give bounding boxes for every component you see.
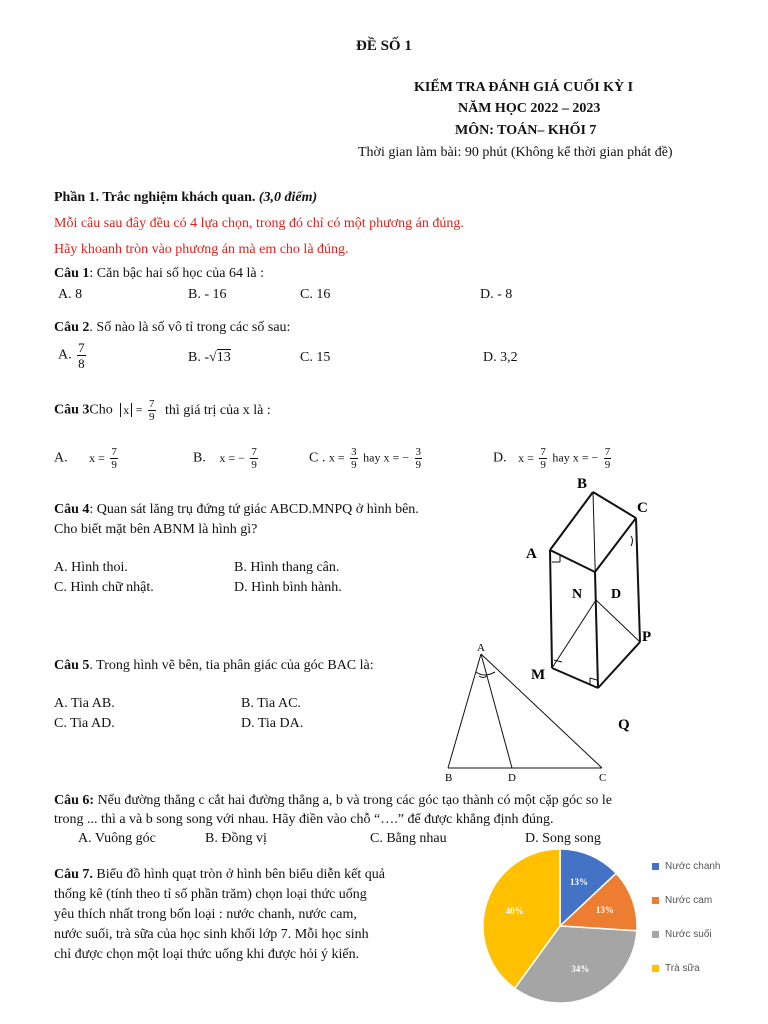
question-7 [54,867,385,883]
numerator: 7 [251,446,257,458]
vertex-label-c: C [637,500,648,516]
question-label: Câu 5 [54,658,90,673]
abs-x: x [120,403,132,417]
denominator: 9 [149,411,155,423]
school-year: NĂM HỌC 2022 – 2023 [458,101,601,116]
question-6 [54,793,612,809]
option-expr: x = − [219,450,245,465]
question-7-line: thống kê (tính theo tỉ số phần trăm) chọn loại thức uống [54,887,367,902]
legend-label: Trà sữa [665,962,700,974]
q6-option-a: A. Vuông góc [78,831,156,846]
legend-item [652,859,721,873]
vertex-label-p: P [642,629,652,645]
question-label: Câu 1 [54,266,90,281]
sqrt-icon: √ [209,350,217,365]
question-4 [54,502,419,518]
q3-option-c [309,446,424,471]
vertex-label-b: B [445,772,453,784]
fraction [415,446,423,471]
q1-option-b: B. - 16 [188,287,227,302]
subject: MÔN: TOÁN– KHỐI 7 [455,123,597,138]
fraction [148,398,156,423]
q4-option-d: D. Hình bình hành. [234,580,342,595]
option-letter: B. [193,450,206,466]
part1-points: (3,0 điểm) [258,190,318,205]
vertex-label-a: A [477,642,485,654]
option-expr-or: hay x = − [363,450,409,465]
instruction-2: Hãy khoanh tròn vào phương án mà em cho là đúng. [54,242,349,257]
q6-option-b: B. Đồng vị [205,831,267,846]
question-text: Cho [89,402,113,418]
triangle-figure [436,638,626,788]
option-letter: A. [58,347,72,363]
q6-option-c: C. Bằng nhau [370,831,447,846]
option-expr-or: hay x = − [552,450,599,465]
question-6-line2: trong ... thì a và b song song với nhau. Hãy điền vào chỗ “….” để được khẳng định đúng. [54,812,554,827]
denominator: 9 [111,459,117,471]
question-label: Câu 2 [54,320,90,335]
numerator: 7 [604,446,611,458]
numerator: 7 [111,446,117,458]
radicand: 13 [216,350,231,365]
question-2 [54,320,290,336]
legend-swatch [652,863,659,870]
question-label: Câu 4 [54,502,90,517]
part1-title: Phần 1. Trắc nghiệm khách quan. [54,190,256,205]
legend-swatch [652,965,659,972]
q6-option-d: D. Song song [525,831,601,846]
question-label: Câu 3 [54,402,90,418]
option-letter: B. - [188,350,209,365]
equals-sign: = [135,402,143,417]
instruction-1: Mỗi câu sau đây đều có 4 lựa chọn, trong đó chỉ có một phương án đúng. [54,216,464,231]
exam-title: KIỂM TRA ĐÁNH GIÁ CUỐI KỲ I [414,80,634,95]
question-7-line: yêu thích nhất trong bốn loại : nước chanh, nước cam, [54,907,357,922]
time-limit: Thời gian làm bài: 90 phút (Không kể thời gian phát đề) [358,145,673,160]
q1-option-c: C. 16 [300,287,331,302]
question-text: Nếu đường thẳng c cắt hai đường thẳng a, b và trong các góc tạo thành có một cặp góc so le [94,793,612,808]
denominator: 9 [351,459,357,471]
q4-option-a: A. Hình thoi. [54,560,128,575]
question-1 [54,266,264,282]
pie-data-label: 13% [569,877,588,888]
question-text: . Số nào là số vô tỉ trong các số sau: [89,320,291,335]
legend-label: Nước cam [665,894,713,906]
q2-option-b [188,350,231,366]
numerator: 7 [149,398,155,410]
legend-swatch [652,931,659,938]
part1-heading [54,190,317,206]
vertex-label-b: B [577,476,588,492]
denominator: 9 [415,459,421,471]
option-letter: A. [54,450,68,466]
pie-data-label: 34% [571,964,590,975]
vertex-label-m: M [531,667,546,683]
fraction [110,446,118,471]
vertex-label-n: N [572,587,583,602]
q1-option-d: D. - 8 [480,287,513,302]
question-7-line: chỉ được chọn một loại thức uống khi được hỏi ý kiến. [54,947,360,962]
q3-option-a [54,446,120,471]
q4-option-b: B. Hình thang cân. [234,560,340,575]
legend-item [652,927,721,941]
vertex-label-q: Q [618,717,630,733]
numerator: 3 [351,446,357,458]
option-expr: x = [328,450,345,465]
denominator: 9 [540,459,546,471]
q2-option-c: C. 15 [300,350,331,365]
question-label: Câu 7. [54,867,93,882]
legend-swatch [652,897,659,904]
exam-number: ĐỀ SỐ 1 [356,38,412,54]
vertex-label-d: D [611,587,622,602]
option-letter: C . [309,450,326,466]
numerator: 7 [540,446,546,458]
question-text: . Trong hình vẽ bên, tia phân giác của góc BAC là: [89,658,374,673]
legend-label: Nước chanh [665,860,721,872]
fraction [77,340,86,371]
question-text: : Quan sát lăng trụ đứng tứ giác ABCD.MNPQ ở hình bên. [89,502,419,517]
q3-option-b [193,446,260,471]
q1-option-a: A. 8 [58,287,83,302]
denominator: 9 [251,459,257,471]
pie-data-label: 40% [505,906,524,917]
pie-data-label: 13% [595,904,614,915]
q3-option-d [493,446,613,471]
pie-chart [480,840,640,1010]
q5-option-a: A. Tia AB. [54,696,115,711]
vertex-label-d: D [508,772,516,784]
question-text: : Căn bậc hai số học của 64 là : [89,266,264,281]
q5-option-d: D. Tia DA. [241,716,304,731]
fraction [539,446,547,471]
vertex-label-a: A [526,546,537,562]
pie-legend [652,859,721,975]
question-5 [54,658,374,674]
q2-option-a [58,340,88,371]
q4-option-c: C. Hình chữ nhật. [54,580,154,595]
numerator: 3 [415,446,421,458]
numerator: 7 [78,340,85,355]
question-text-end: thì giá trị của x là : [165,402,271,418]
question-text: Biểu đồ hình quạt tròn ở hình bên biểu diễn kết quả [92,867,385,882]
vertex-label-c: C [599,772,607,784]
fraction [350,446,358,471]
denominator: 8 [78,356,85,371]
option-expr: x = [89,450,105,465]
denominator: 9 [604,459,611,471]
fraction [604,446,612,471]
legend-label: Nước suối [665,928,712,940]
q2-option-d: D. 3,2 [483,350,518,365]
fraction [250,446,258,471]
option-expr: x = [518,450,534,465]
question-3 [54,398,271,423]
question-4-line2: Cho biết mặt bên ABNM là hình gì? [54,522,258,537]
question-label: Câu 6: [54,793,95,808]
legend-item [652,961,721,975]
question-7-line: nước suối, trà sữa của học sinh khối lớp 7. Mỗi học sinh [54,927,369,942]
q5-option-b: B. Tia AC. [241,696,301,711]
q5-option-c: C. Tia AD. [54,716,115,731]
legend-item [652,893,721,907]
option-letter: D. [493,450,507,466]
